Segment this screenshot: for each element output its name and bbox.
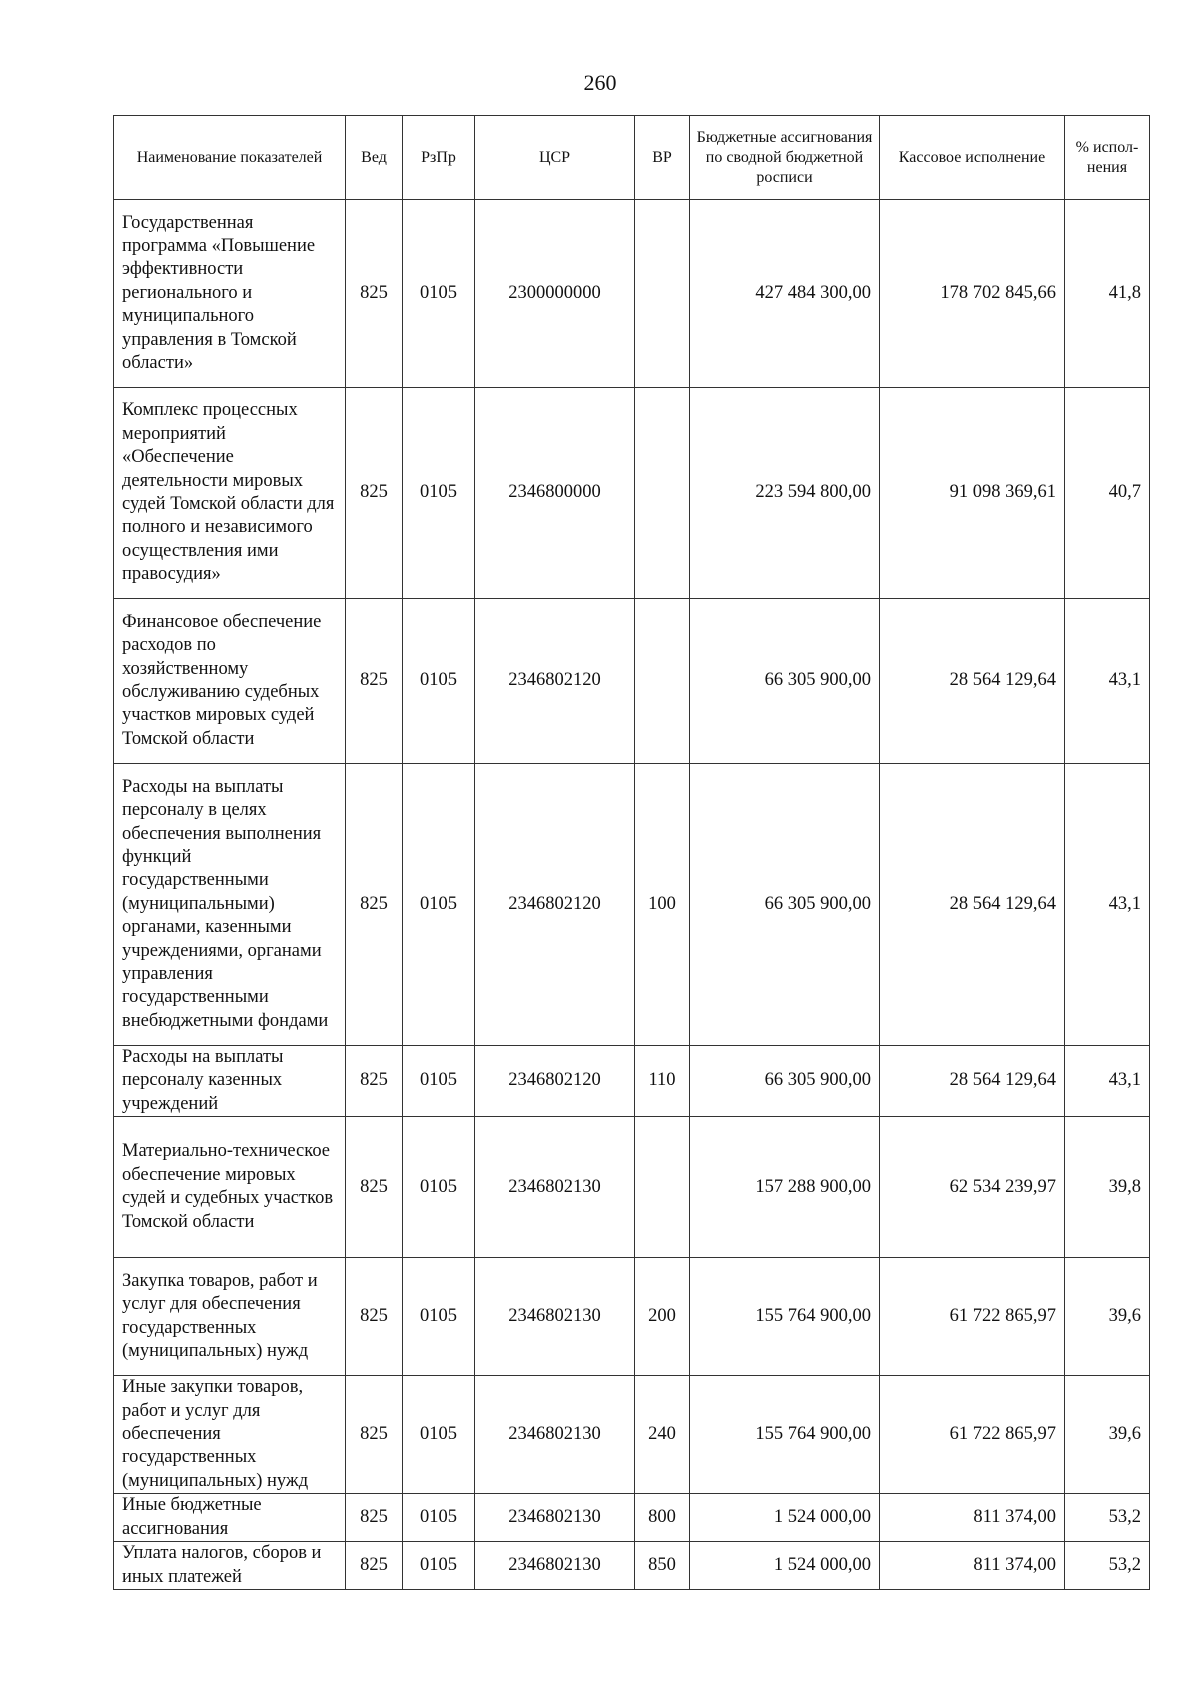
row-cash: 28 564 129,64 — [880, 1046, 1065, 1117]
table-row — [114, 1117, 1150, 1258]
table-row — [114, 764, 1150, 1046]
row-rzpr: 0105 — [403, 1494, 475, 1542]
row-name: Государственная программа «Повышение эффективности регионального и муниципального управления в Томской области» — [114, 200, 346, 388]
row-allocated: 66 305 900,00 — [690, 599, 880, 764]
row-allocated: 1 524 000,00 — [690, 1542, 880, 1590]
row-ved: 825 — [346, 1542, 403, 1590]
row-csr: 2346800000 — [475, 388, 635, 599]
column-header-cash: Кассовое исполнение — [880, 116, 1065, 200]
row-percent: 43,1 — [1065, 599, 1150, 764]
row-cash: 61 722 865,97 — [880, 1376, 1065, 1494]
row-ved: 825 — [346, 1376, 403, 1494]
row-cash: 28 564 129,64 — [880, 764, 1065, 1046]
row-csr: 2346802120 — [475, 1046, 635, 1117]
column-header-ved: Вед — [346, 116, 403, 200]
row-name: Расходы на выплаты персоналу в целях обеспечения выполнения функций государственными (муниципальными) органами, казенными учреждениями, органами управления государственными внебюджетными фондами — [114, 764, 346, 1046]
table-row — [114, 200, 1150, 388]
row-name: Материально-техническое обеспечение мировых судей и судебных участков Томской области — [114, 1117, 346, 1258]
row-csr: 2346802130 — [475, 1117, 635, 1258]
row-vr: 200 — [635, 1258, 690, 1376]
row-name: Расходы на выплаты персоналу казенных учреждений — [114, 1046, 346, 1117]
row-ved: 825 — [346, 764, 403, 1046]
row-percent: 41,8 — [1065, 200, 1150, 388]
row-allocated: 1 524 000,00 — [690, 1494, 880, 1542]
row-percent: 39,6 — [1065, 1258, 1150, 1376]
row-percent: 53,2 — [1065, 1542, 1150, 1590]
row-rzpr: 0105 — [403, 1258, 475, 1376]
row-rzpr: 0105 — [403, 1117, 475, 1258]
row-name: Закупка товаров, работ и услуг для обеспечения государственных (муниципальных) нужд — [114, 1258, 346, 1376]
row-vr: 100 — [635, 764, 690, 1046]
row-percent: 39,6 — [1065, 1376, 1150, 1494]
row-vr: 240 — [635, 1376, 690, 1494]
row-csr: 2346802130 — [475, 1258, 635, 1376]
table-row — [114, 1046, 1150, 1117]
row-cash: 28 564 129,64 — [880, 599, 1065, 764]
row-name: Финансовое обеспечение расходов по хозяйственному обслуживанию судебных участков мировых судей Томской области — [114, 599, 346, 764]
row-csr: 2346802130 — [475, 1542, 635, 1590]
row-rzpr: 0105 — [403, 1376, 475, 1494]
row-csr: 2346802120 — [475, 599, 635, 764]
row-cash: 61 722 865,97 — [880, 1258, 1065, 1376]
row-ved: 825 — [346, 599, 403, 764]
row-allocated: 155 764 900,00 — [690, 1376, 880, 1494]
row-allocated: 155 764 900,00 — [690, 1258, 880, 1376]
row-rzpr: 0105 — [403, 599, 475, 764]
row-vr — [635, 599, 690, 764]
table-row — [114, 599, 1150, 764]
row-percent: 39,8 — [1065, 1117, 1150, 1258]
row-ved: 825 — [346, 1046, 403, 1117]
row-name: Уплата налогов, сборов и иных платежей — [114, 1542, 346, 1590]
row-vr — [635, 388, 690, 599]
page-number: 260 — [583, 70, 617, 95]
row-rzpr: 0105 — [403, 764, 475, 1046]
budget-table — [113, 115, 1150, 1590]
row-allocated: 66 305 900,00 — [690, 1046, 880, 1117]
column-header-name: Наименование показателей — [114, 116, 346, 200]
row-cash: 811 374,00 — [880, 1494, 1065, 1542]
row-ved: 825 — [346, 1117, 403, 1258]
row-vr — [635, 200, 690, 388]
table-row — [114, 1258, 1150, 1376]
row-percent: 43,1 — [1065, 764, 1150, 1046]
column-header-rzpr: РзПр — [403, 116, 475, 200]
row-percent: 53,2 — [1065, 1494, 1150, 1542]
row-allocated: 223 594 800,00 — [690, 388, 880, 599]
row-vr — [635, 1117, 690, 1258]
row-name: Комплекс процессных мероприятий «Обеспечение деятельности мировых судей Томской области для полного и независимого осуществления ими правосудия» — [114, 388, 346, 599]
row-name: Иные бюджетные ассигнования — [114, 1494, 346, 1542]
table-row — [114, 1542, 1150, 1590]
row-allocated: 157 288 900,00 — [690, 1117, 880, 1258]
row-allocated: 66 305 900,00 — [690, 764, 880, 1046]
row-cash: 178 702 845,66 — [880, 200, 1065, 388]
row-percent: 43,1 — [1065, 1046, 1150, 1117]
row-ved: 825 — [346, 1258, 403, 1376]
table-header-row — [114, 116, 1150, 200]
row-rzpr: 0105 — [403, 1542, 475, 1590]
row-name: Иные закупки товаров, работ и услуг для обеспечения государственных (муниципальных) нужд — [114, 1376, 346, 1494]
row-csr: 2346802130 — [475, 1494, 635, 1542]
row-vr: 110 — [635, 1046, 690, 1117]
row-rzpr: 0105 — [403, 200, 475, 388]
row-vr: 800 — [635, 1494, 690, 1542]
row-cash: 62 534 239,97 — [880, 1117, 1065, 1258]
column-header-percent: % испол-нения — [1065, 116, 1150, 200]
row-ved: 825 — [346, 200, 403, 388]
table-row — [114, 388, 1150, 599]
row-cash: 91 098 369,61 — [880, 388, 1065, 599]
row-rzpr: 0105 — [403, 388, 475, 599]
row-csr: 2346802130 — [475, 1376, 635, 1494]
column-header-vr: ВР — [635, 116, 690, 200]
row-csr: 2346802120 — [475, 764, 635, 1046]
column-header-csr: ЦСР — [475, 116, 635, 200]
row-csr: 2300000000 — [475, 200, 635, 388]
row-ved: 825 — [346, 1494, 403, 1542]
row-cash: 811 374,00 — [880, 1542, 1065, 1590]
row-allocated: 427 484 300,00 — [690, 200, 880, 388]
table-row — [114, 1376, 1150, 1494]
table-row — [114, 1494, 1150, 1542]
row-percent: 40,7 — [1065, 388, 1150, 599]
row-rzpr: 0105 — [403, 1046, 475, 1117]
row-ved: 825 — [346, 388, 403, 599]
row-vr: 850 — [635, 1542, 690, 1590]
column-header-allocated: Бюджетные ассигнования по сводной бюджетной росписи — [690, 116, 880, 200]
